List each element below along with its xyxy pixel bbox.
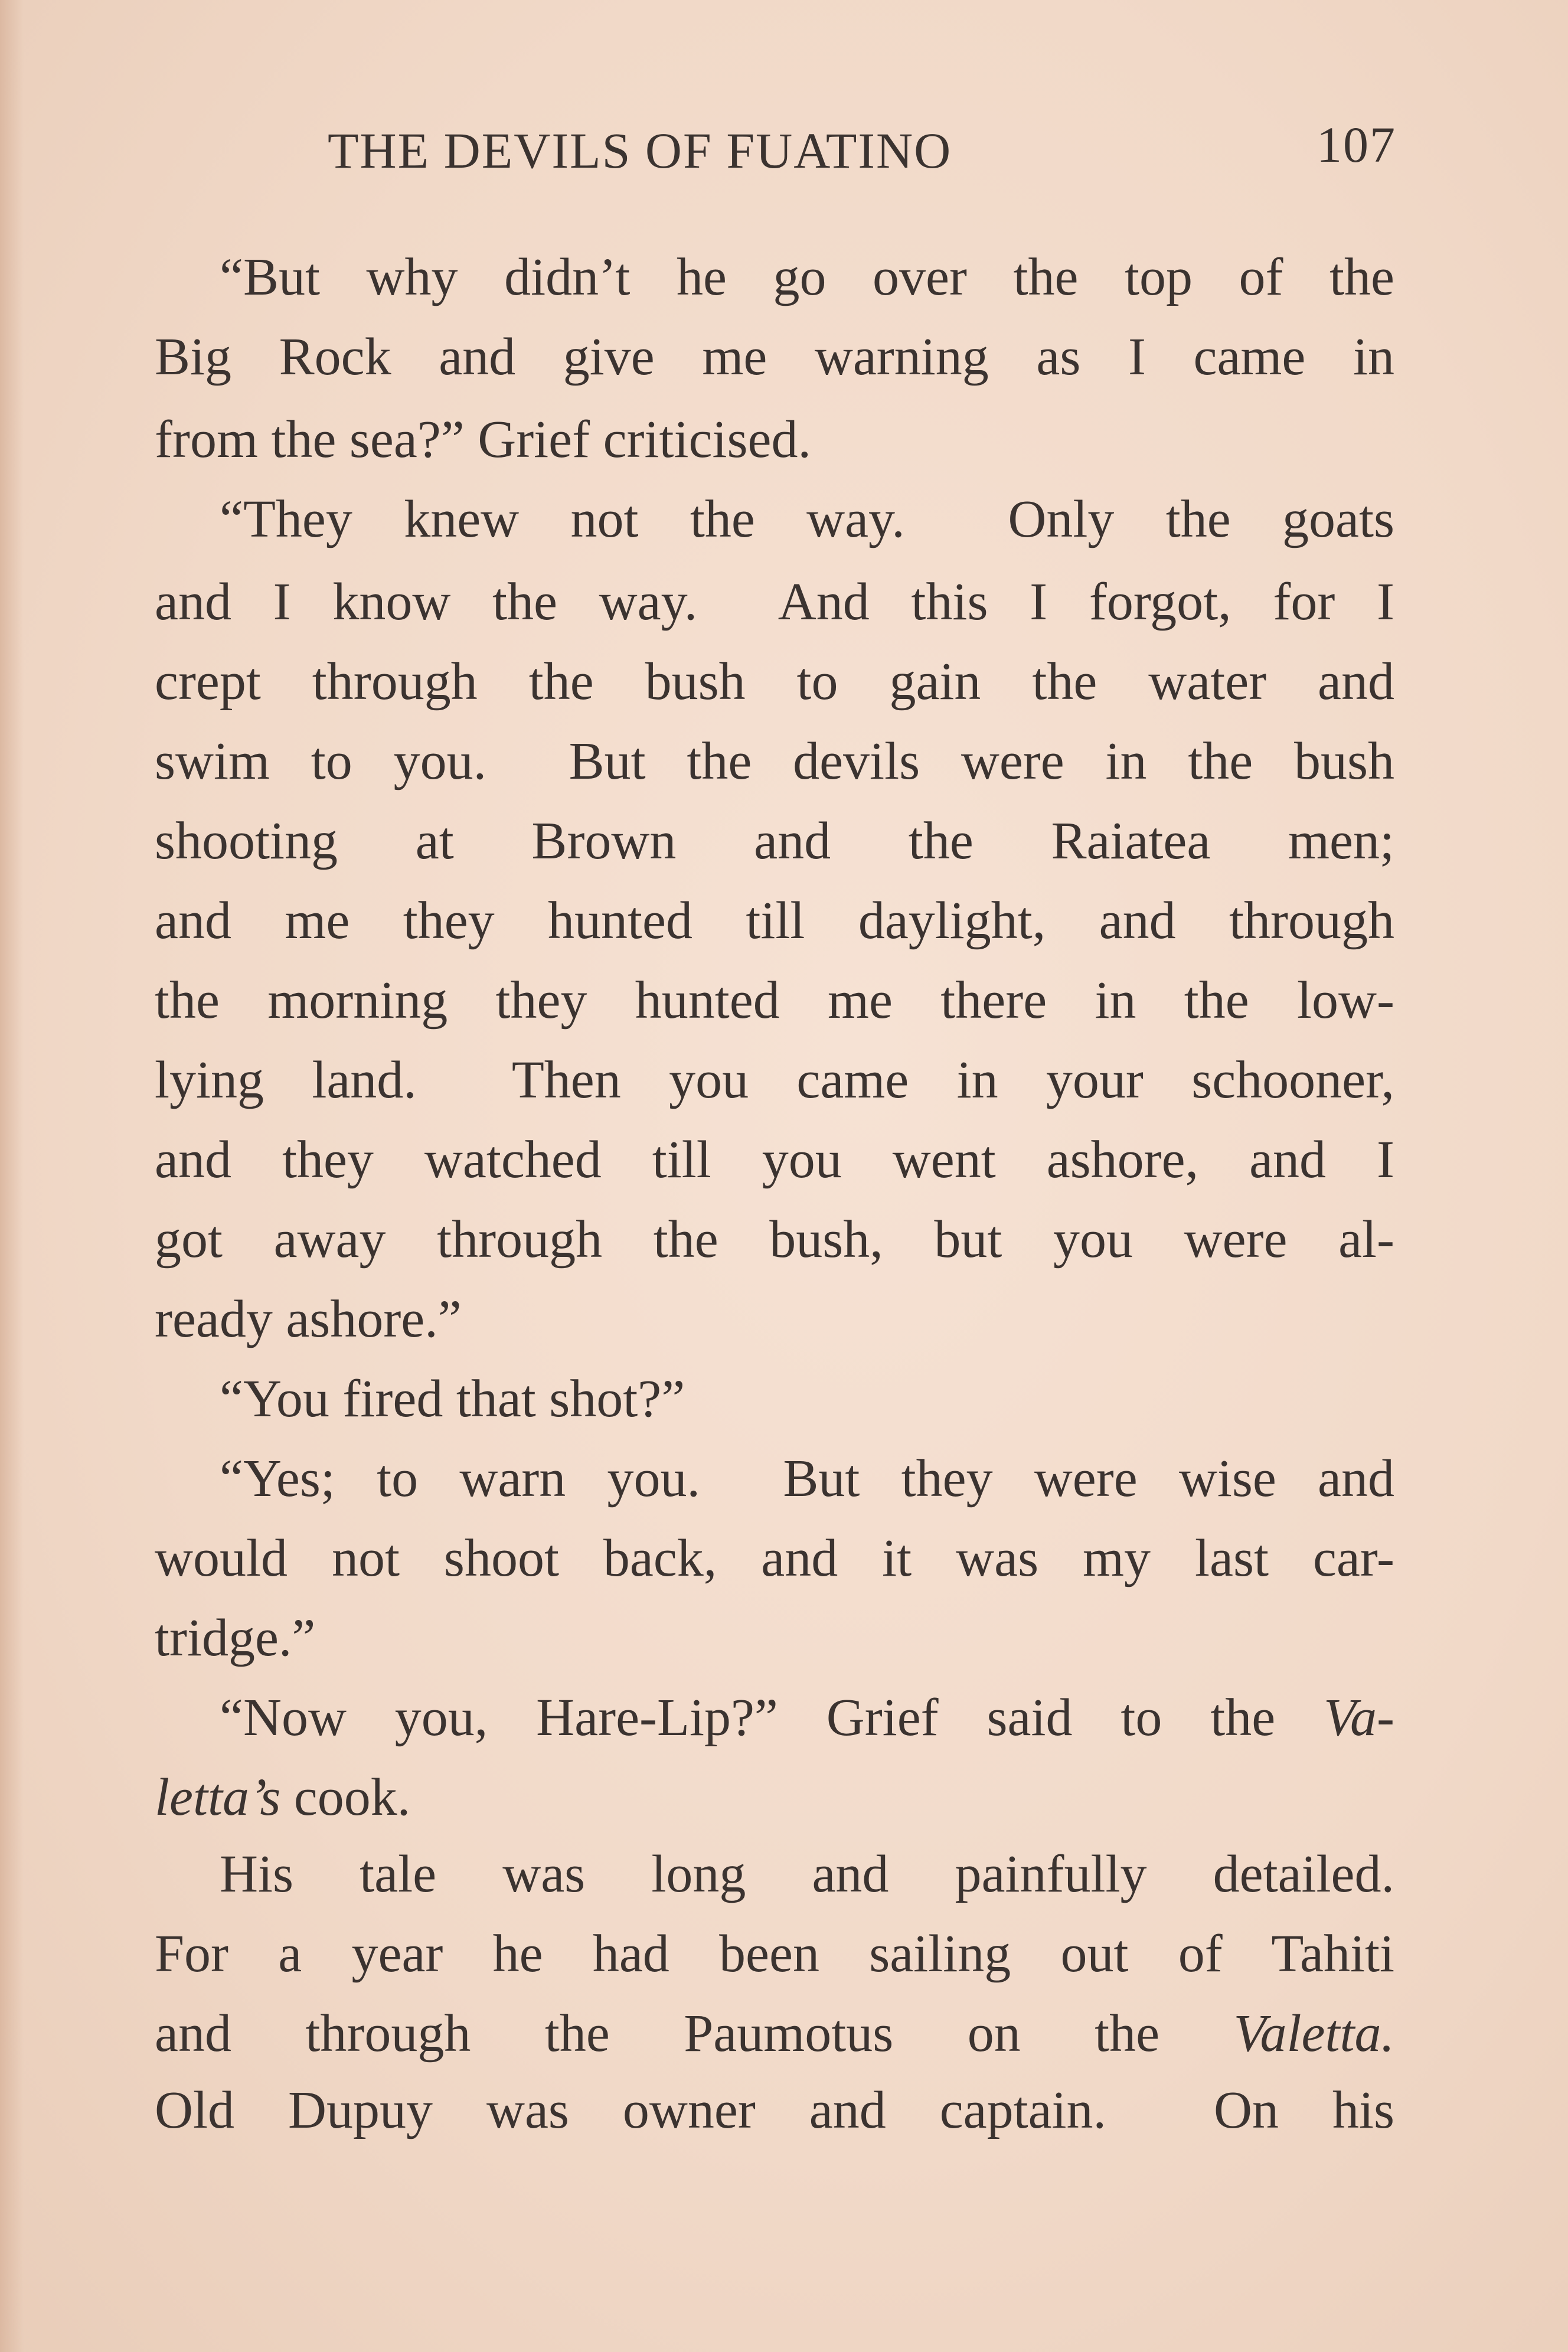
text-segment: and I know the way. And this I forgot, for I — [155, 573, 1394, 631]
text-segment: and me they hunted till daylight, and through — [155, 891, 1394, 950]
text-segment: and they watched till you went ashore, and I — [155, 1131, 1394, 1189]
text-line — [155, 2001, 1394, 2066]
text-segment: tridge.” — [155, 1609, 316, 1667]
text-segment: Old Dupuy was owner and captain. On his — [155, 2081, 1394, 2139]
text-line — [155, 1367, 1394, 1432]
text-line — [155, 649, 1394, 714]
text-segment: “They knew not the way. Only the goats — [220, 490, 1394, 548]
text-line — [155, 729, 1394, 794]
text-segment: Big Rock and give me warning as I came in — [155, 328, 1394, 386]
page-number: 107 — [1317, 116, 1396, 173]
italic-text: Valetta. — [1233, 2004, 1394, 2063]
text-segment: swim to you. But the devils were in the bush — [155, 732, 1394, 790]
text-segment: got away through the bush, but you were al- — [155, 1210, 1394, 1269]
text-segment: from the sea?” Grief criticised. — [155, 410, 811, 469]
text-line — [155, 2078, 1394, 2143]
text-line — [155, 1526, 1394, 1591]
text-segment: “But why didn’t he go over the top of the — [220, 248, 1394, 306]
text-segment: lying land. Then you came in your schooner, — [155, 1051, 1394, 1109]
text-segment: and through the Paumotus on the — [155, 2004, 1234, 2063]
text-segment: would not shoot back, and it was my last car- — [155, 1529, 1394, 1587]
text-line — [155, 1765, 1394, 1830]
text-line — [155, 325, 1394, 390]
text-line — [155, 245, 1394, 310]
text-segment: “Yes; to warn you. But they were wise and — [220, 1449, 1394, 1508]
italic-text: letta’s — [155, 1768, 281, 1827]
text-line — [155, 1446, 1394, 1511]
running-header — [328, 116, 1396, 192]
text-line — [155, 1287, 1394, 1352]
text-line — [155, 968, 1394, 1033]
page-gutter-shadow — [0, 0, 24, 2352]
text-segment: “You fired that shot?” — [220, 1370, 685, 1428]
text-segment: His tale was long and painfully detailed. — [220, 1845, 1394, 1903]
text-segment: the morning they hunted me there in the low- — [155, 971, 1394, 1030]
text-segment: cook. — [280, 1768, 411, 1827]
text-line — [155, 1048, 1394, 1113]
text-line — [155, 1207, 1394, 1272]
text-segment: For a year he had been sailing out of Tahiti — [155, 1925, 1394, 1983]
text-line — [155, 1922, 1394, 1987]
text-line — [155, 570, 1394, 635]
text-segment: “Now you, Hare-Lip?” Grief said to the — [220, 1688, 1324, 1747]
chapter-title: THE DEVILS OF FUATINO — [328, 122, 952, 179]
text-segment: crept through the bush to gain the water and — [155, 652, 1394, 711]
text-segment: ready ashore.” — [155, 1290, 462, 1348]
text-segment: shooting at Brown and the Raiatea men; — [155, 812, 1394, 870]
text-line — [155, 1685, 1394, 1750]
text-line — [155, 809, 1394, 874]
text-line — [155, 487, 1394, 552]
text-line — [155, 1606, 1394, 1671]
text-line — [155, 888, 1394, 953]
text-line — [155, 1128, 1394, 1193]
italic-text: Va- — [1324, 1688, 1394, 1747]
text-line — [155, 407, 1394, 472]
text-line — [155, 1842, 1394, 1907]
